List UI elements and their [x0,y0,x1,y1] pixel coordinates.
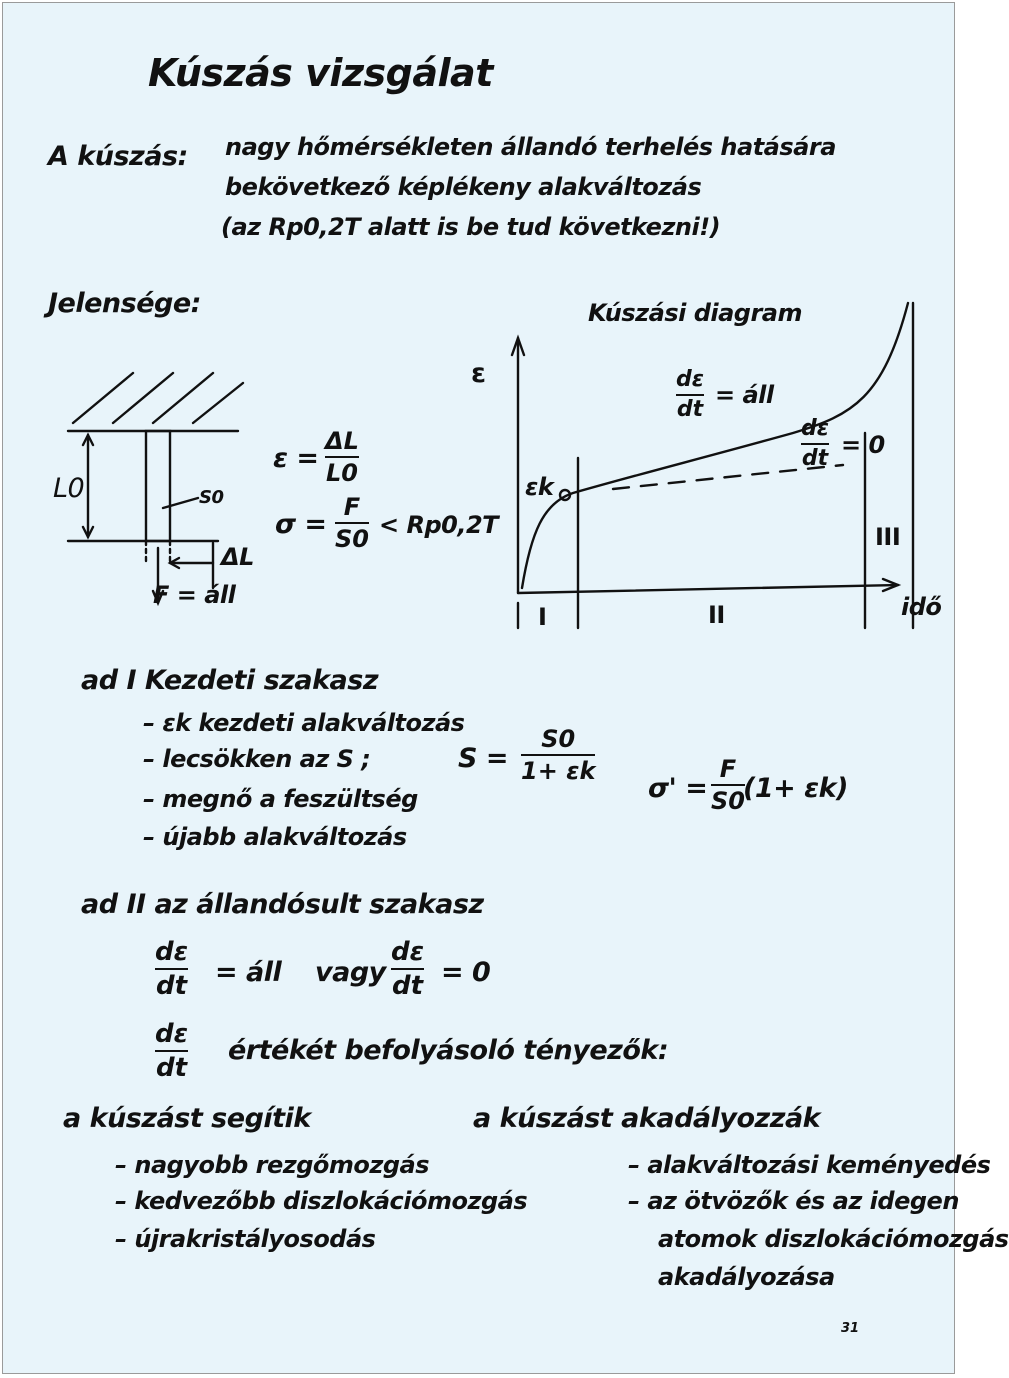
fraction-bar [711,784,745,786]
definition-line-2: bekövetkező képlékeny alakváltozás [225,173,702,201]
stage2-eq1-den: dt [156,971,188,1001]
corrected-stress-rhs: (1+ εk) [743,773,848,804]
stage2-connector: vagy [315,957,386,988]
hinder-factor-item: – alakváltozási keményedés [628,1151,991,1179]
strain-formula-num: ΔL [325,427,359,455]
stage1-item: – megnő a feszültség [143,785,418,813]
specimen-force-label: F = áll [153,581,236,609]
page-number: 31 [841,1321,860,1336]
stage2-eq1-rhs: = áll [215,957,282,988]
scanned-notes-page [2,2,1009,1374]
stage1-item: – újabb alakváltozás [143,823,407,851]
stress-formula-num: F [343,493,361,521]
definition-line-3: (az Rp0,2T alatt is be tud következni!) [221,213,721,241]
definition-label: A kúszás: [48,141,188,172]
area-formula-lhs: S = [458,743,508,774]
specimen-length-label: L0 [53,473,85,504]
corrected-stress-fraction [711,757,745,813]
stage-label-1: I [538,603,547,631]
stage2-eq1-num: dε [155,937,189,967]
corrected-stress-den: S0 [711,787,745,815]
stage1-item: – lecsökken az S ; [143,745,371,773]
specimen-elongation-label: ΔL [221,543,254,571]
hinder-factors-heading: a kúszást akadályozzák [473,1103,821,1134]
area-formula-num: S0 [541,725,576,753]
help-factor-item: – újrakristályosodás [115,1225,376,1253]
area-formula-den: 1+ εk [521,757,596,785]
stage1-item: – εk kezdeti alakváltozás [143,709,465,737]
corrected-stress-lhs: σ' = [648,773,708,804]
definition-line-1: nagy hőmérsékleten állandó terhelés hatására [225,133,836,161]
slope-zero-den: dt [801,446,829,471]
stage2-eq3-rhs: értékét befolyásoló tényezők: [228,1035,669,1066]
stage2-eq1-fraction [155,939,188,999]
slope-zero-rhs: = 0 [841,431,885,459]
corrected-stress-num: F [719,755,737,783]
slope-zero-num: dε [801,416,829,441]
appearance-label: Jelensége: [48,288,201,319]
help-factors-heading: a kúszást segítik [63,1103,311,1134]
slope-zero-fraction [801,418,829,470]
diagram-y-label: ε [471,358,486,389]
help-factor-item: – nagyobb rezgőmozgás [115,1151,430,1179]
fraction-bar [155,1050,188,1052]
hinder-factor-item: – az ötvözők és az idegen [628,1187,959,1215]
fraction-bar [801,443,829,445]
page-title: Kúszás vizsgálat [148,51,493,95]
stage-label-3: III [875,523,901,551]
strain-formula-lhs: ε = [273,443,319,474]
area-formula-fraction [521,727,595,783]
hinder-factor-item: akadályozása [658,1263,835,1291]
diagram-x-label: idő [901,593,942,621]
stage2-eq3-fraction [155,1021,188,1081]
stage1-heading: ad I Kezdeti szakasz [81,665,379,696]
stage2-eq2-num: dε [391,937,425,967]
slope-const-rhs: = áll [715,381,774,409]
stress-formula-den: S0 [335,525,369,553]
stage2-eq2-den: dt [392,971,424,1001]
hinder-factor-item: atomok diszlokációmozgás [658,1225,1009,1253]
stage2-eq3-den: dt [156,1053,188,1083]
specimen-area-label: S0 [199,487,224,508]
stage2-eq2-rhs: = 0 [441,957,491,988]
stress-formula-rhs: < Rp0,2T [379,511,499,539]
strain-formula-den: L0 [325,459,358,487]
diagram-strain-label: εk [525,473,554,501]
slope-const-den: dt [676,397,704,422]
slope-const-num: dε [676,367,704,392]
stage2-heading: ad II az állandósult szakasz [81,889,484,920]
help-factor-item: – kedvezőbb diszlokációmozgás [115,1187,528,1215]
fraction-bar [155,968,188,970]
stage-label-2: II [708,601,725,629]
fraction-bar [391,968,424,970]
slope-const-fraction [676,369,704,421]
stage2-eq3-num: dε [155,1019,189,1049]
stress-formula-lhs: σ = [275,509,327,540]
diagram-title: Kúszási diagram [588,299,803,327]
fraction-bar [521,754,595,756]
stage2-eq2-fraction [391,939,424,999]
fraction-bar [676,394,704,396]
